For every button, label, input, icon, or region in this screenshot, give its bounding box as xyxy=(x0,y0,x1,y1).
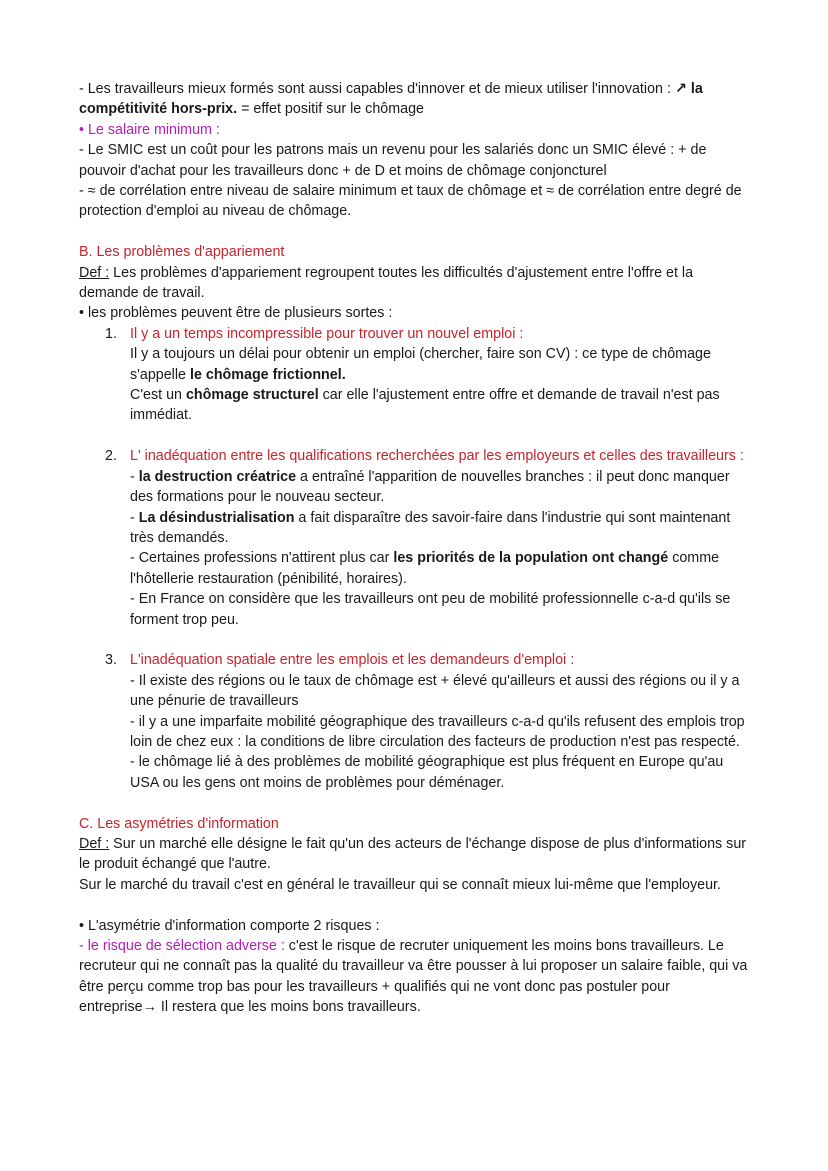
approx-icon: ≈ xyxy=(546,183,555,200)
section-c-definition: Def : Sur un marché elle désigne le fait qu'un des acteurs de l'échange dispose de plus d'informations sur le produit échangé que l'autre. xyxy=(79,835,747,873)
smic-heading: • Le salaire minimum : xyxy=(79,121,220,138)
list-item-text: Il y a toujours un délai pour obtenir un emploi (chercher, faire son CV) : ce type de chômage s'appelle le chômage frictionnel. xyxy=(130,346,711,383)
spacer xyxy=(79,895,749,915)
list-item-2 xyxy=(79,446,749,630)
list-item-text: - Il existe des régions ou le taux de chômage est + élevé qu'ailleurs et aussi des régions ou il y a une pénurie de travailleurs xyxy=(130,672,740,710)
list-item-text: - il y a une imparfaite mobilité géographique des travailleurs c-a-d qu'ils refusent des emplois trop loin de chez eux : la conditions de libre circulation des facteurs de production n'est pas respecté. xyxy=(130,713,745,750)
spacer xyxy=(79,426,749,446)
list-number: 3. xyxy=(105,652,117,669)
def-label: Def : xyxy=(79,264,110,281)
list-item-3 xyxy=(79,650,749,793)
innovation-text: - Les travailleurs mieux formés sont aussi capables d'innover et de mieux utiliser l'innovation : xyxy=(79,81,675,97)
list-item-1 xyxy=(79,324,749,426)
section-b-heading: B. Les problèmes d'appariement xyxy=(79,244,285,261)
list-item-text: C'est un chômage structurel car elle l'ajustement entre offre et demande de travail n'est pas immédiat. xyxy=(130,387,720,424)
up-arrow-icon: ↗ xyxy=(674,81,687,97)
list-number: 2. xyxy=(105,448,117,465)
list-item-title: L' inadéquation entre les qualifications recherchées par les employeurs et celles des travailleurs : xyxy=(130,448,744,465)
innovation-paragraph xyxy=(79,79,749,120)
risks-intro: • L'asymétrie d'information comporte 2 risques : xyxy=(79,917,380,934)
list-item-text: - Certaines professions n'attirent plus car les priorités de la population ont changé comme l'hôtellerie restauration (pénibilité, horaires). xyxy=(130,550,720,587)
section-c-heading: C. Les asymétries d'information xyxy=(79,815,279,832)
list-item-title: Il y a un temps incompressible pour trouver un nouvel emploi : xyxy=(130,325,524,342)
spacer xyxy=(79,793,749,813)
section-b-definition: Def : Les problèmes d'appariement regroupent toutes les difficultés d'ajustement entre l'offre et la demande de travail. xyxy=(79,264,694,302)
list-item-text: - le chômage lié à des problèmes de mobilité géographique est plus fréquent en Europe qu'au USA ou les gens ont moins de problèmes pour déménager. xyxy=(130,754,724,791)
section-b-intro: • les problèmes peuvent être de plusieurs sortes : xyxy=(79,305,393,322)
innovation-tail: = effet positif sur le chômage xyxy=(237,101,424,118)
risk-adverse-selection: - le risque de sélection adverse : c'est le risque de recruter uniquement les moins bons travailleurs. Le recruteur qui ne connaît pas la qualité du travailleur va être pousser à lui proposer un salaire faible, qui va être perçu comme trop bas pour les travailleurs + qualifiés qui ne vont donc pas postuler pour entreprise→ Il restera que les moins bons travailleurs. xyxy=(79,937,748,1016)
document-page xyxy=(79,79,749,1018)
spacer xyxy=(79,222,749,242)
risk-label: - le risque de sélection adverse : xyxy=(79,937,285,954)
list-item-text: - la destruction créatrice a entraîné l'apparition de nouvelles branches : il peut donc manquer des formations pour le nouveau secteur. xyxy=(130,468,730,506)
innovation-bold: la compétitivité hors-prix. xyxy=(79,81,703,118)
list-item-text: - En France on considère que les travailleurs ont peu de mobilité professionnelle c-a-d qu'ils se forment trop peu. xyxy=(130,591,731,628)
def-label: Def : xyxy=(79,835,110,852)
correlation-paragraph: - ≈ de corrélation entre niveau de salaire minimum et taux de chômage et ≈ de corrélation entre degré de protection d'emploi au niveau de chômage. xyxy=(79,183,742,220)
section-c-paragraph: Sur le marché du travail c'est en général le travailleur qui se connaît mieux lui-même que l'employeur. xyxy=(79,876,721,893)
spacer xyxy=(79,630,749,650)
smic-paragraph: - Le SMIC est un coût pour les patrons mais un revenu pour les salariés donc un SMIC élevé : + de pouvoir d'achat pour les travailleurs donc + de D et moins de chômage conjoncturel xyxy=(79,142,707,179)
list-item-title: L'inadéquation spatiale entre les emplois et les demandeurs d'emploi : xyxy=(130,652,575,669)
list-item-text: - La désindustrialisation a fait disparaître des savoir-faire dans l'industrie qui sont maintenant très demandés. xyxy=(130,509,731,546)
list-number: 1. xyxy=(105,325,117,342)
approx-icon: ≈ xyxy=(87,183,96,200)
